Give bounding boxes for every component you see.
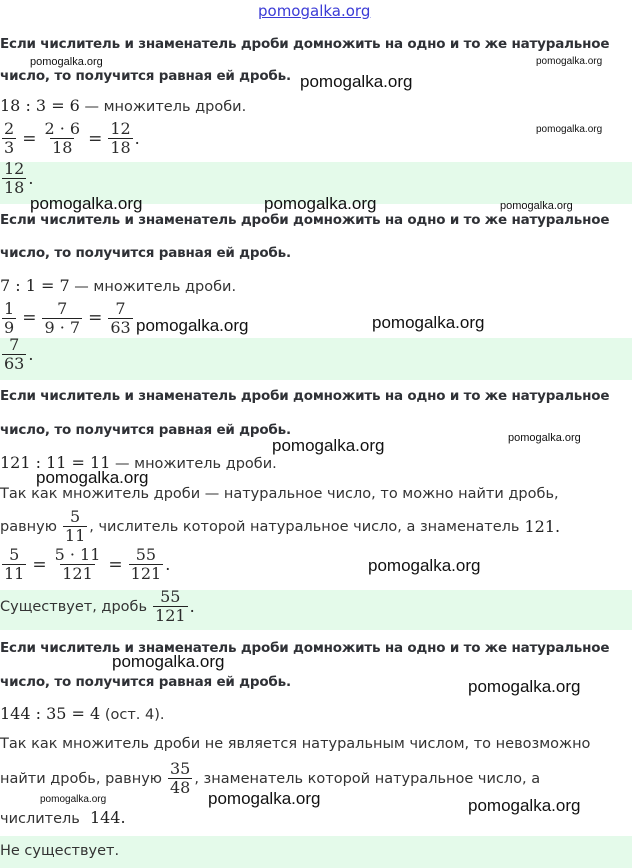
fraction: $\frac{1}{9}$ — [4, 298, 15, 337]
answer-fraction: $\frac{12}{18}$ — [4, 159, 25, 197]
watermark: pomogalka.org — [112, 652, 225, 671]
watermark: pomogalka.org — [208, 789, 321, 808]
watermark: pomogalka.org — [368, 556, 481, 575]
answer-fraction: $\frac{7}{63}$ — [4, 335, 25, 373]
fraction-equation: $\frac{1}{9}$ = $\frac{7}{9 \cdot 7}$ = $\frac{7}{63}$ — [4, 298, 131, 337]
watermark: pomogalka.org — [136, 316, 249, 335]
answer-line: Существует, дробь $\frac{55}{121}$ . — [0, 587, 195, 625]
multiplier-line — [0, 276, 236, 295]
watermark: pomogalka.org — [264, 194, 377, 213]
watermark: pomogalka.org — [468, 677, 581, 696]
fraction: $\frac{2 \cdot 6}{18}$ — [44, 119, 81, 157]
explanation-line1: Так как множитель дроби — натуральное число, то можно найти дробь, — [0, 486, 559, 502]
fraction-equation: $\frac{2}{3}$ = $\frac{2 \cdot 6}{18}$ = $\frac{12}{18}$ . — [4, 119, 140, 157]
multiplier-expression: 7 : 1 = 7 — [0, 276, 70, 295]
rule-text-line1: Если числитель и знаменатель дроби домножить на одно и то же натуральное — [0, 640, 610, 656]
answer-fraction: $\frac{55}{121}$ — [155, 587, 186, 625]
fraction: $\frac{7}{63}$ — [110, 298, 131, 337]
multiplier-line — [0, 704, 165, 723]
watermark: pomogalka.org — [508, 432, 581, 444]
fraction: $\frac{12}{18}$ — [110, 119, 131, 157]
multiplier-suffix: (ост. 4). — [100, 707, 165, 723]
rule-text-line2: число, то получится равная ей дробь. — [0, 68, 291, 84]
answer-text: Не существует. — [0, 843, 120, 859]
multiplier-suffix: — множитель дроби. — [110, 456, 277, 472]
watermark: pomogalka.org — [372, 313, 485, 332]
fraction: $\frac{5}{11}$ — [4, 545, 25, 583]
multiplier-expression: 144 : 35 = 4 — [0, 704, 101, 723]
fraction: $\frac{2}{3}$ — [4, 119, 15, 157]
watermark: pomogalka.org — [500, 200, 573, 212]
fraction: $\frac{5}{11}$ — [64, 507, 86, 545]
watermark: pomogalka.org — [36, 468, 149, 487]
fraction: $\frac{35}{48}$ — [169, 759, 191, 797]
answer-line: $\frac{12}{18}$ . — [4, 159, 34, 197]
rule-text-line2: число, то получится равная ей дробь. — [0, 674, 291, 690]
multiplier-suffix: — множитель дроби. — [79, 99, 247, 115]
site-header-link[interactable]: pomogalka.org — [258, 2, 371, 20]
explanation-line2: найти дробь, равную $\frac{35}{48}$ , знаменатель которой натуральное число, а — [0, 759, 541, 797]
fraction-equation: $\frac{5}{11}$ = $\frac{5 \cdot 11}{121}$ = $\frac{55}{121}$ . — [4, 545, 171, 583]
rule-text-line1: Если числитель и знаменатель дроби домножить на одно и то же натуральное — [0, 388, 610, 404]
rule-text-line1: Если числитель и знаменатель дроби домножить на одно и то же натуральное — [0, 36, 610, 52]
rule-text-line1: Если числитель и знаменатель дроби домножить на одно и то же натуральное — [0, 212, 610, 228]
rule-text-line2: число, то получится равная ей дробь. — [0, 422, 291, 438]
explanation-line2: равную $\frac{5}{11}$ , числитель которой натуральное число, а знаменатель 121. — [0, 507, 561, 545]
watermark: pomogalka.org — [40, 794, 107, 805]
multiplier-expression: 18 : 3 = 6 — [0, 96, 80, 115]
fraction: $\frac{7}{9 \cdot 7}$ — [44, 298, 81, 337]
watermark: pomogalka.org — [536, 124, 603, 135]
answer-line: $\frac{7}{63}$ . — [4, 335, 34, 373]
explanation-line3: числитель 144. — [0, 808, 126, 827]
watermark: pomogalka.org — [468, 796, 581, 815]
watermark: pomogalka.org — [30, 56, 103, 68]
answer-box — [0, 335, 632, 380]
watermark: pomogalka.org — [30, 194, 143, 213]
watermark: pomogalka.org — [300, 72, 413, 91]
explanation-line1: Так как множитель дроби не является натуральным числом, то невозможно — [0, 736, 591, 752]
fraction: $\frac{55}{121}$ — [130, 545, 162, 583]
fraction: $\frac{5 \cdot 11}{121}$ — [54, 545, 101, 583]
multiplier-suffix: — множитель дроби. — [69, 279, 237, 295]
watermark: pomogalka.org — [272, 436, 385, 455]
watermark: pomogalka.org — [536, 56, 603, 67]
multiplier-expression: 121 : 11 = 11 — [0, 453, 111, 472]
multiplier-line — [0, 96, 246, 115]
rule-text-line2: число, то получится равная ей дробь. — [0, 245, 291, 261]
